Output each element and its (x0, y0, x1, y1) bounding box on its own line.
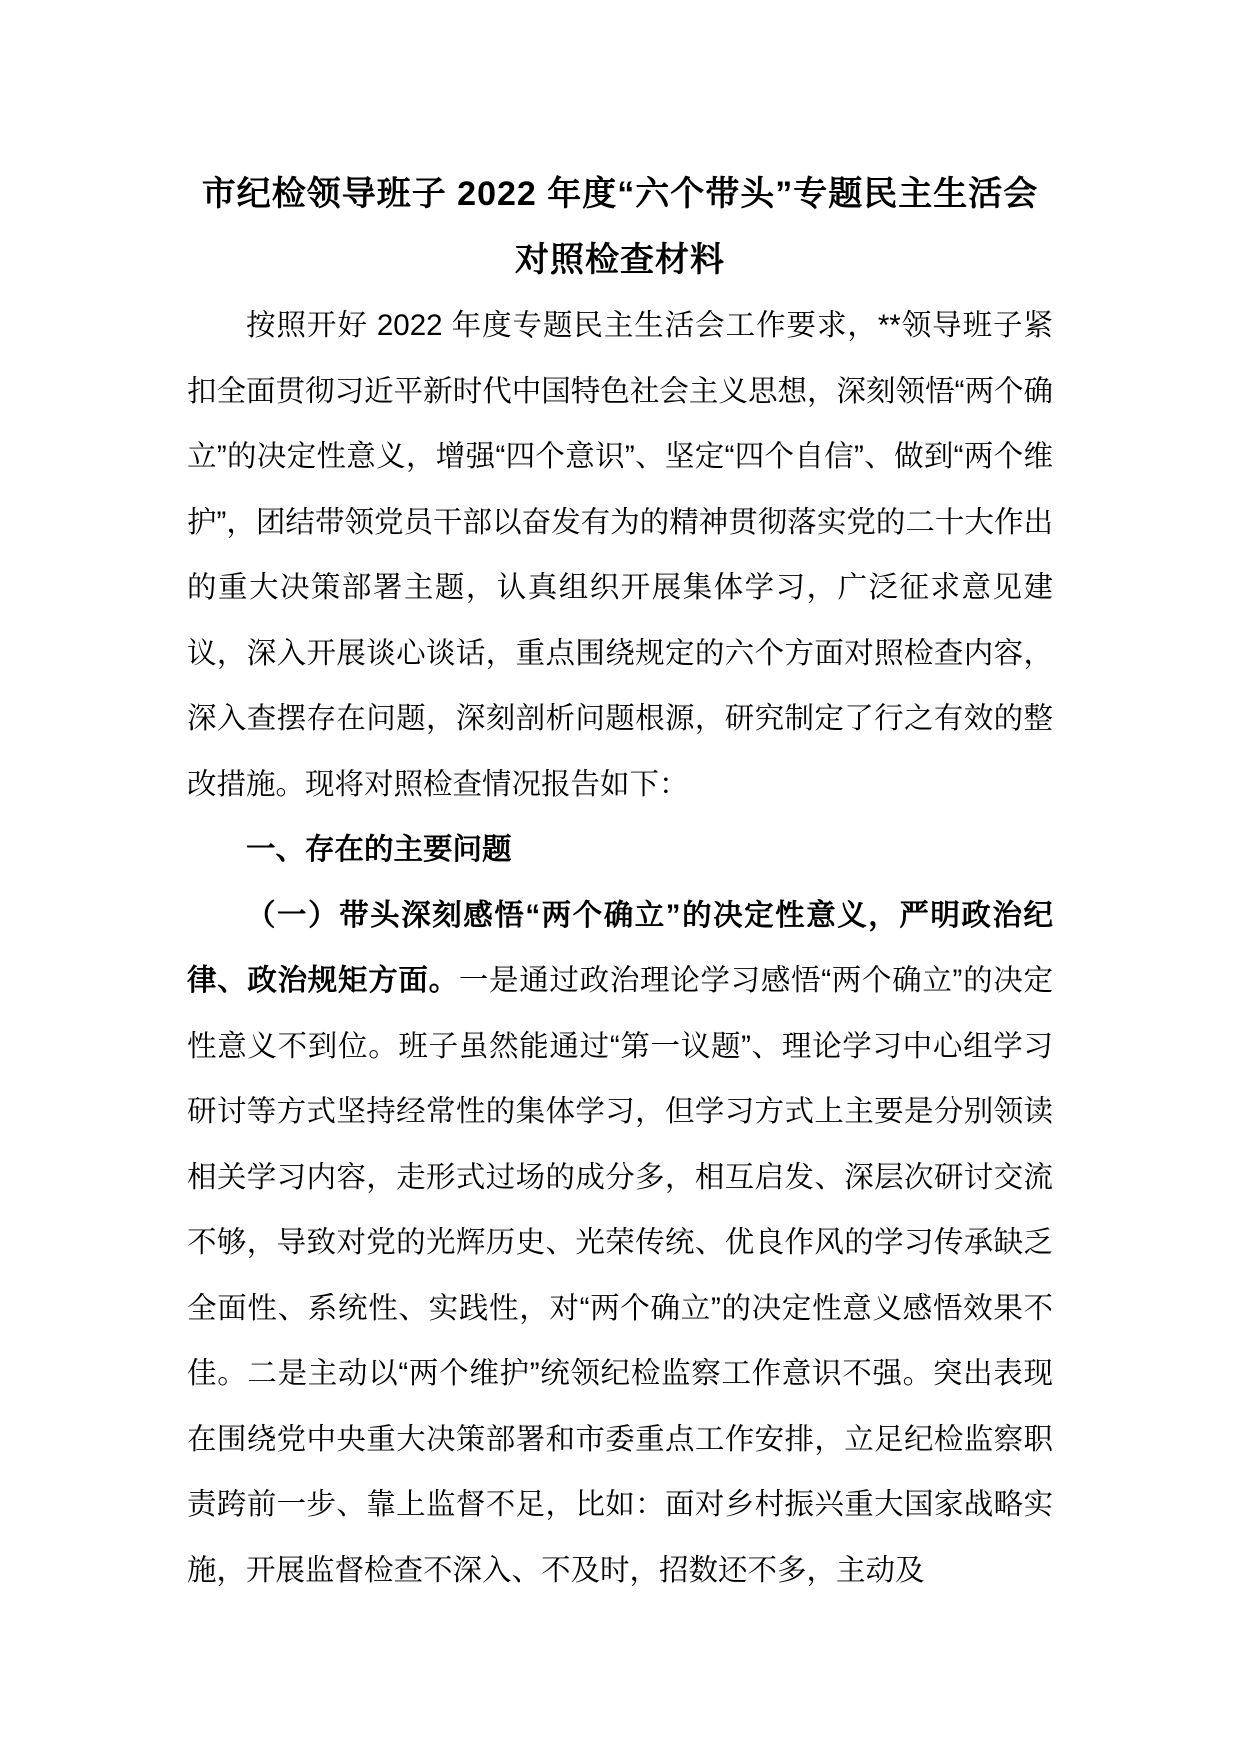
section-heading-main-problems: 一、存在的主要问题 (246, 833, 512, 866)
document-title-line2: 对照检查材料 (515, 240, 725, 279)
document-title (187, 162, 1053, 293)
intro-paragraph: 按照开好 2022 年度专题民主生活会工作要求，**领导班子紧扣全面贯彻习近平新时代中国特色社会主义思想，深刻领悟“两个确立”的决定性意义，增强“四个意识”、坚定“四个自信”、做到“两个维护”，团结带领党员干部以奋发有为的精神贯彻落实党的二十大作出的重大决策部署主题，认真组织开展集体学习，广泛征求意见建议，深入开展谈心谈话，重点围绕规定的六个方面对照检查内容，深入查摆存在问题，深刻剖析问题根源，研究制定了行之有效的整改措施。现将对照检查情况报告如下： (187, 309, 1053, 801)
item1-lead-bold: （一）带头深刻感悟“两个确立”的决定性意义，严明政治纪律、政治规矩方面。 (187, 898, 1053, 997)
item1-paragraph (187, 883, 1053, 1604)
item1-body-text: 一是通过政治理论学习感悟“两个确立”的决定性意义不到位。班子虽然能通过“第一议题”、理论学习中心组学习研讨等方式坚持经常性的集体学习，但学习方式上主要是分别领读相关学习内容，走形式过场的成分多，相互启发、深层次研讨交流不够，导致对党的光辉历史、光荣传统、优良作风的学习传承缺乏全面性、系统性、实践性，对“两个确立”的决定性意义感悟效果不佳。二是主动以“两个维护”统领纪检监察工作意识不强。突出表现在围绕党中央重大决策部署和市委重点工作安排，立足纪检监察职责跨前一步、靠上监督不足，比如：面对乡村振兴重大国家战略实施，开展监督检查不深入、不及时，招数还不多，主动及 (187, 964, 1053, 1587)
document-title-line1: 市纪检领导班子 2022 年度“六个带头”专题民主生活会 (201, 175, 1039, 213)
document-content (187, 0, 1053, 1603)
